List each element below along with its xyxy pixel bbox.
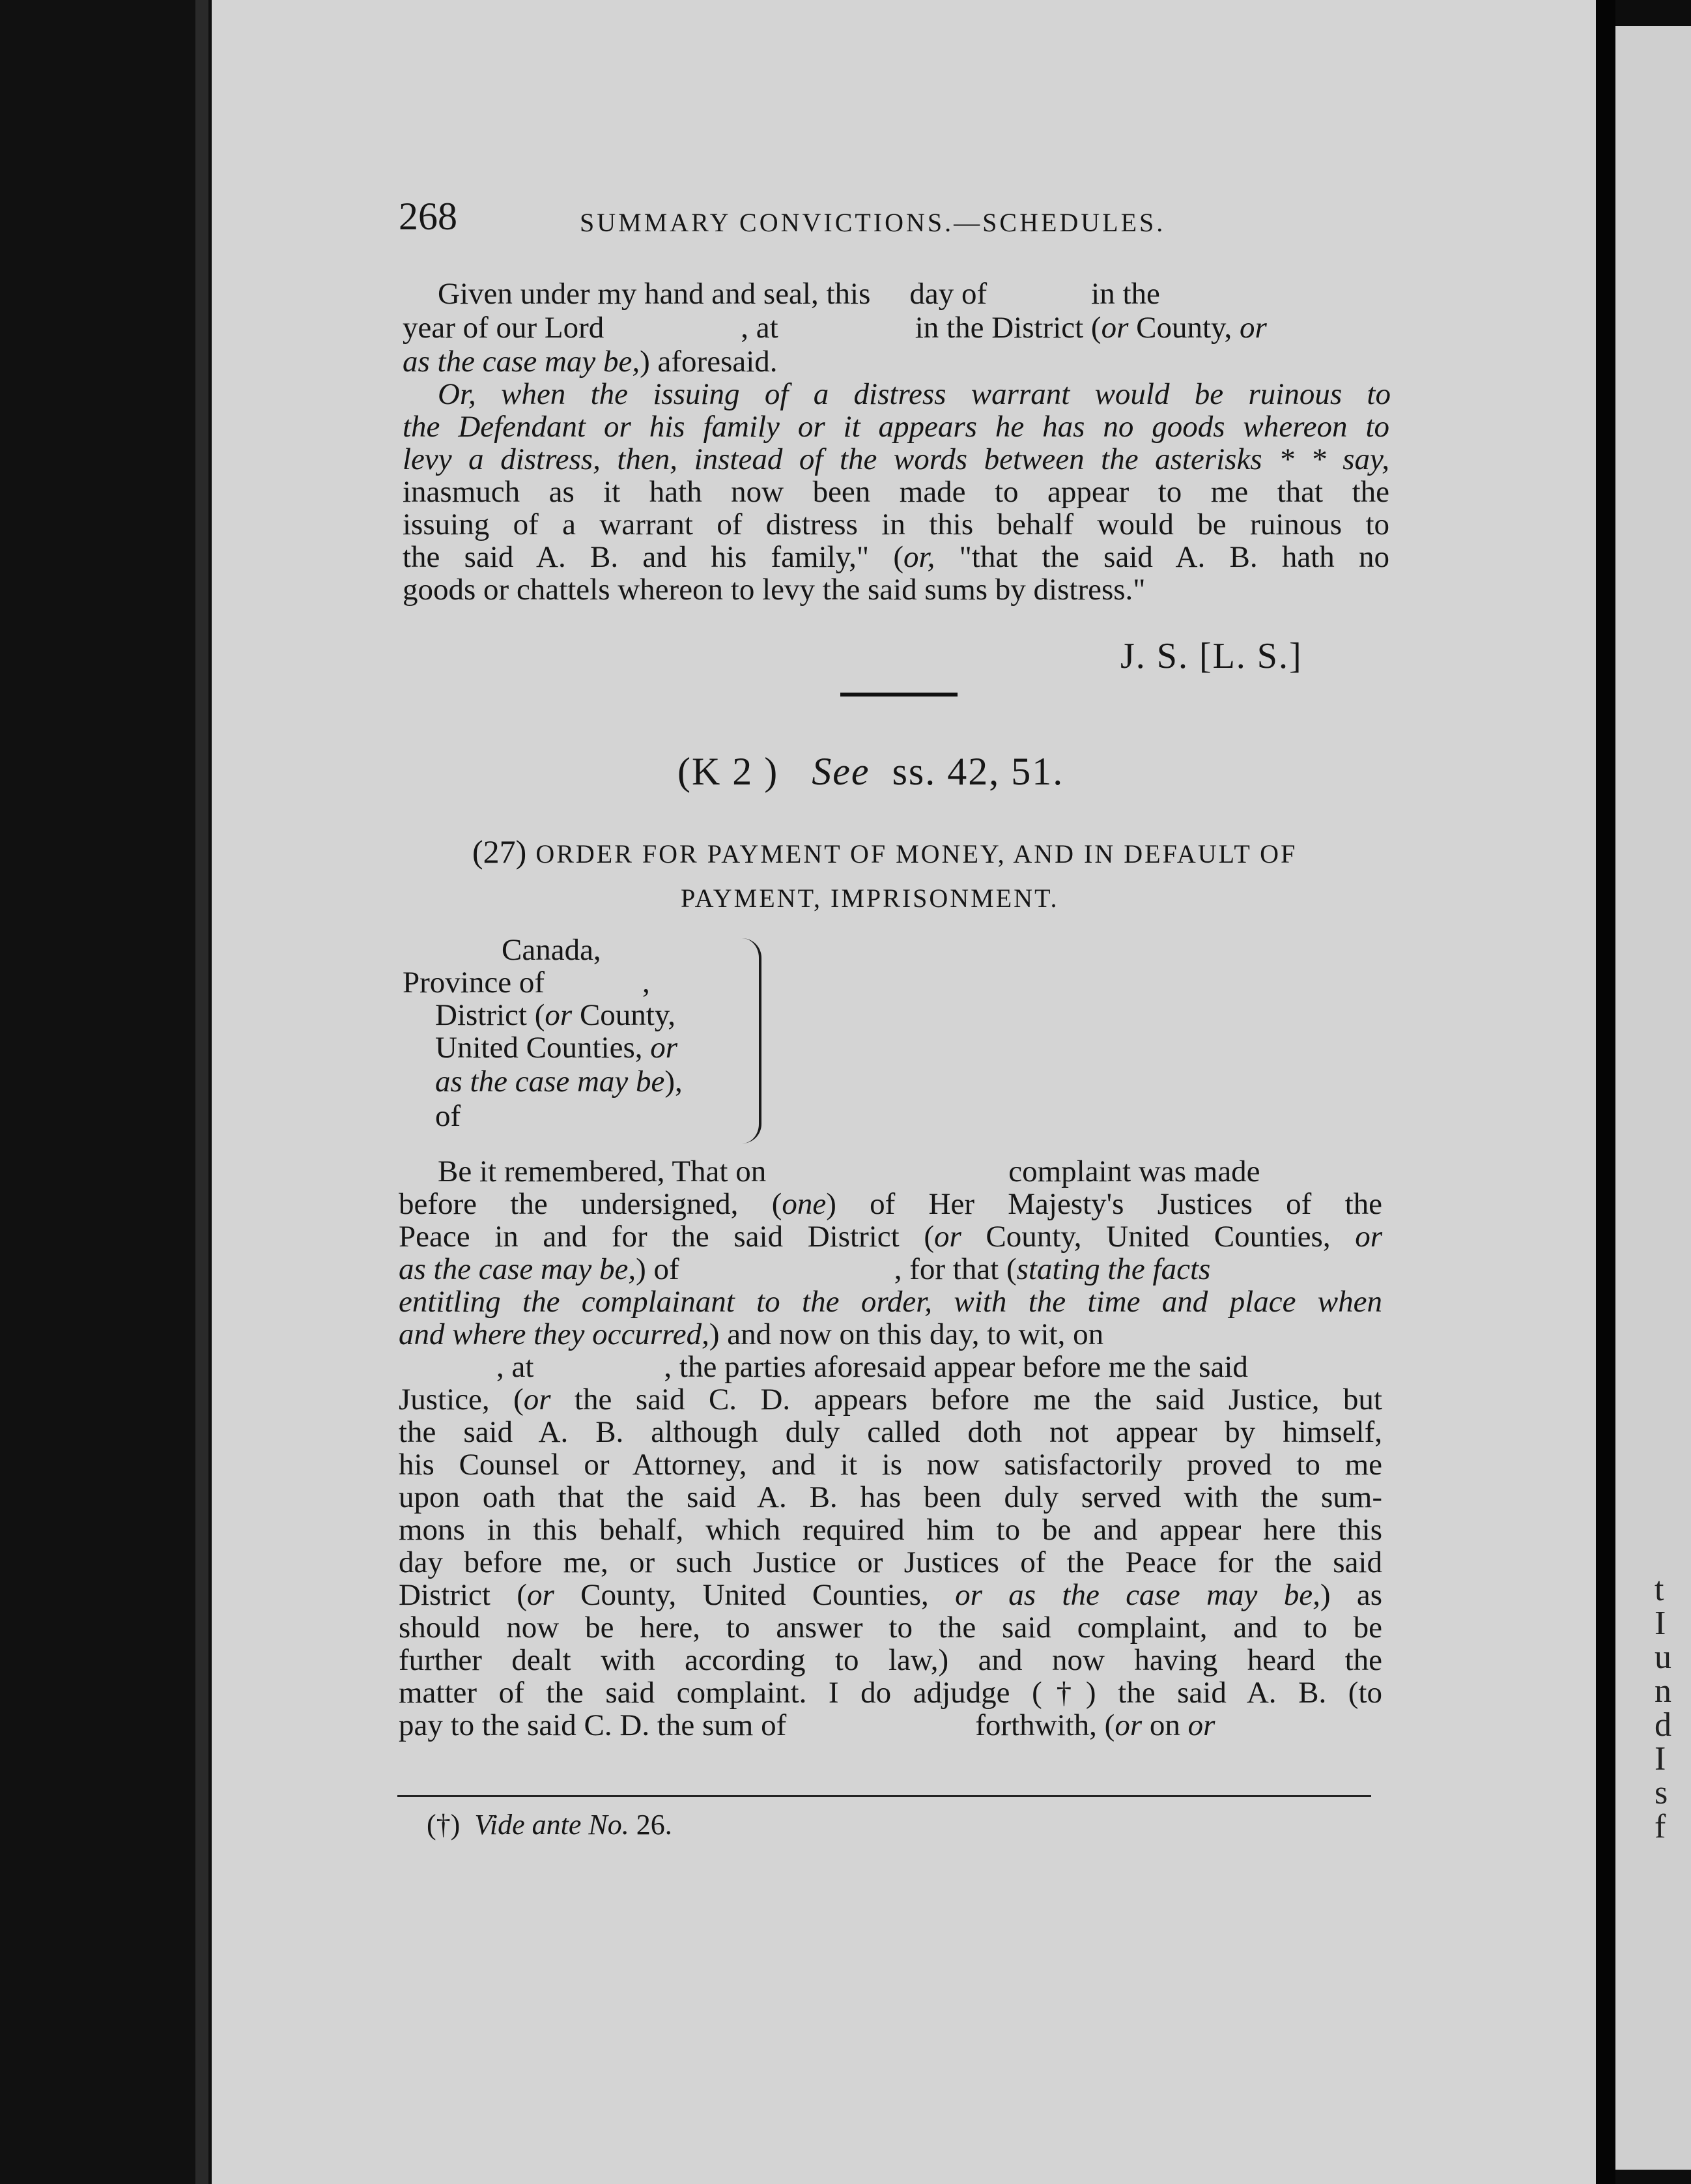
top-block-line [403,412,1389,442]
top-block-line [403,347,778,377]
text-run: or as the case may be, [955,1578,1320,1612]
text-run: United Counties, [435,1031,651,1065]
text-run: complaint was made [1008,1155,1260,1188]
venue-block-line [435,1033,677,1063]
text-run: should now be here, to answer to the said complaint, and to be [399,1611,1382,1645]
text-run: or [1239,311,1267,345]
page-number: 268 [399,195,457,238]
venue-block-line [403,968,650,998]
text-run: ) and now on this day, to wit, on [709,1317,1104,1351]
top-block-line [438,379,1391,410]
text-run: or, [903,540,935,574]
top-block-line [403,510,1389,540]
text-run: the Defendant or his family or it appears he has no goods whereon to [403,410,1389,444]
body-block-line [399,1580,1382,1611]
body-block-line [399,1645,1382,1676]
form-sections: ss. 42, 51. [892,750,1064,793]
text-run: County, United Counties, [961,1220,1356,1254]
text-run: in the District ( [915,311,1101,345]
text-run: one [782,1187,827,1221]
body-block-line [399,1710,1215,1741]
text-run: Province of [403,966,545,999]
text-run: or [1187,1708,1215,1742]
facing-page [1615,26,1691,2170]
text-run: of [435,1099,461,1133]
text-run: before the undersigned, ( [399,1187,782,1221]
top-block-line [438,279,1160,309]
text-run: or [527,1578,554,1612]
form-title-line-2: PAYMENT, IMPRISONMENT. [681,884,1059,913]
body-block-line [399,1385,1382,1415]
top-block-line [403,542,1389,573]
footnote-ref: Vide ante No. [474,1809,629,1841]
text-run: on [1142,1708,1188,1742]
body-block-line [496,1352,1248,1383]
text-run: , at [741,311,778,345]
text-run: forthwith, ( [975,1708,1115,1742]
top-block-line [403,477,1389,508]
text-run: "that the said A. B. hath no [935,540,1389,574]
venue-brace [733,938,761,1143]
text-run: Given under my hand and seal, this [438,277,871,311]
text-run: matter of the said complaint. I do adjudge (†) the said A. B. (to [399,1676,1382,1710]
text-run: County, United Counties, [554,1578,956,1612]
text-run: or [545,998,573,1032]
book-spine-left [0,0,215,2184]
text-run: issuing of a warrant of distress in this behalf would be ruinous to [403,508,1389,541]
text-run: ) of [636,1252,679,1286]
body-block-line [438,1157,1260,1187]
text-run: ) of Her Majesty's Justices of the [826,1187,1382,1221]
text-run: County, [572,998,676,1032]
form-number: (27) [472,833,527,870]
text-run: and where they occurred, [399,1317,709,1351]
text-run: ) aforesaid. [640,345,778,379]
text-run: inasmuch as it hath now been made to appear to me that the [403,475,1389,509]
signature-js-ls: J. S. [L. S.] [1120,636,1303,676]
body-block-line [399,1482,1382,1513]
facing-page-letter: I [1655,1605,1666,1642]
text-run: mons in this behalf, which required him to be and appear here this [399,1513,1382,1547]
venue-block-line [502,935,601,966]
text-run: pay to the said C. D. the sum of [399,1708,787,1742]
form-reference [677,749,1064,794]
text-run: District ( [435,998,545,1032]
facing-page-letter: u [1655,1639,1671,1676]
body-block-line [399,1254,1210,1285]
text-run: the said A. B. and his family," ( [403,540,903,574]
body-block-line [399,1678,1382,1708]
footnote [427,1808,672,1841]
facing-page-letter: n [1655,1673,1671,1710]
see-word: See [812,750,870,793]
form-label: (K 2 ) [677,750,779,793]
text-run: goods or chattels whereon to levy the said sums by distress." [403,573,1146,607]
body-block-line [399,1319,1103,1350]
text-run: the said A. B. although duly called doth not appear by himself, [399,1415,1382,1449]
text-run: as the case may be, [403,345,640,379]
spine-edge [195,0,208,2184]
venue-block-line [435,1101,461,1132]
facing-page-letter: I [1655,1740,1666,1777]
section-divider [840,693,958,697]
top-block-line [403,575,1145,605]
text-run: upon oath that the said A. B. has been duly served with the sum- [399,1480,1382,1514]
text-run: ), [664,1065,683,1099]
form-title-text-1: ORDER FOR PAYMENT OF MONEY, AND IN DEFAULT OF [535,839,1298,869]
facing-page-letter: t [1655,1571,1664,1608]
body-block-line [399,1417,1382,1448]
body-block-line [399,1450,1382,1480]
venue-block-line [435,1000,675,1031]
text-run: District ( [399,1578,527,1612]
footnote-rule [397,1795,1371,1797]
facing-page-letter: s [1655,1774,1668,1811]
facing-page-letter: f [1655,1808,1666,1845]
text-run: year of our Lord [403,311,604,345]
text-run: or [650,1031,678,1065]
text-run: in the [1091,277,1160,311]
top-block-line [403,313,1267,343]
body-block-line [399,1547,1382,1578]
text-run: day of [909,277,988,311]
footnote-mark: (†) [427,1809,461,1841]
body-block-line [399,1515,1382,1545]
text-run: the said C. D. appears before me the said Justice, but [550,1383,1382,1416]
text-run: , the parties aforesaid appear before me the said [664,1350,1248,1384]
body-block-line [399,1222,1382,1252]
text-run: as the case may be [435,1065,665,1099]
body-block-line [399,1189,1382,1220]
running-head: SUMMARY CONVICTIONS.—SCHEDULES. [580,208,1166,237]
text-run: , [642,966,650,999]
text-run: or [1115,1708,1143,1742]
text-run: County, [1128,311,1240,345]
text-run: Canada, [502,933,601,967]
text-run: or [1355,1220,1383,1254]
text-run: further dealt with according to law,) and now having heard the [399,1643,1382,1677]
text-run: , at [496,1350,534,1384]
text-run: or [934,1220,961,1254]
text-run: his Counsel or Attorney, and it is now satisfactorily proved to me [399,1448,1382,1482]
footnote-number: 26. [629,1809,672,1841]
text-run: Justice, ( [399,1383,524,1416]
text-run: day before me, or such Justice or Justices of the Peace for the said [399,1545,1382,1579]
venue-block-line [435,1067,683,1097]
text-run: stating the facts [1016,1252,1211,1286]
text-run: Be it remembered, That on [438,1155,767,1188]
top-block-line [403,444,1389,475]
text-run: entitling the complainant to the order, with the time and place when [399,1285,1382,1319]
text-run: ) as [1320,1578,1383,1612]
text-run: levy a distress, then, instead of the words between the asterisks * * say, [403,442,1389,476]
facing-page-letter: d [1655,1706,1671,1744]
body-block-line [399,1287,1382,1317]
text-run: or [1101,311,1129,345]
text-run: Peace in and for the said District ( [399,1220,934,1254]
text-run: Or, when the issuing of a distress warrant would be ruinous to [438,377,1391,411]
form-title-line-1 [472,833,1297,870]
text-run: or [523,1383,551,1416]
text-run: , for that ( [894,1252,1017,1286]
body-block-line [399,1613,1382,1643]
text-run: as the case may be, [399,1252,636,1286]
